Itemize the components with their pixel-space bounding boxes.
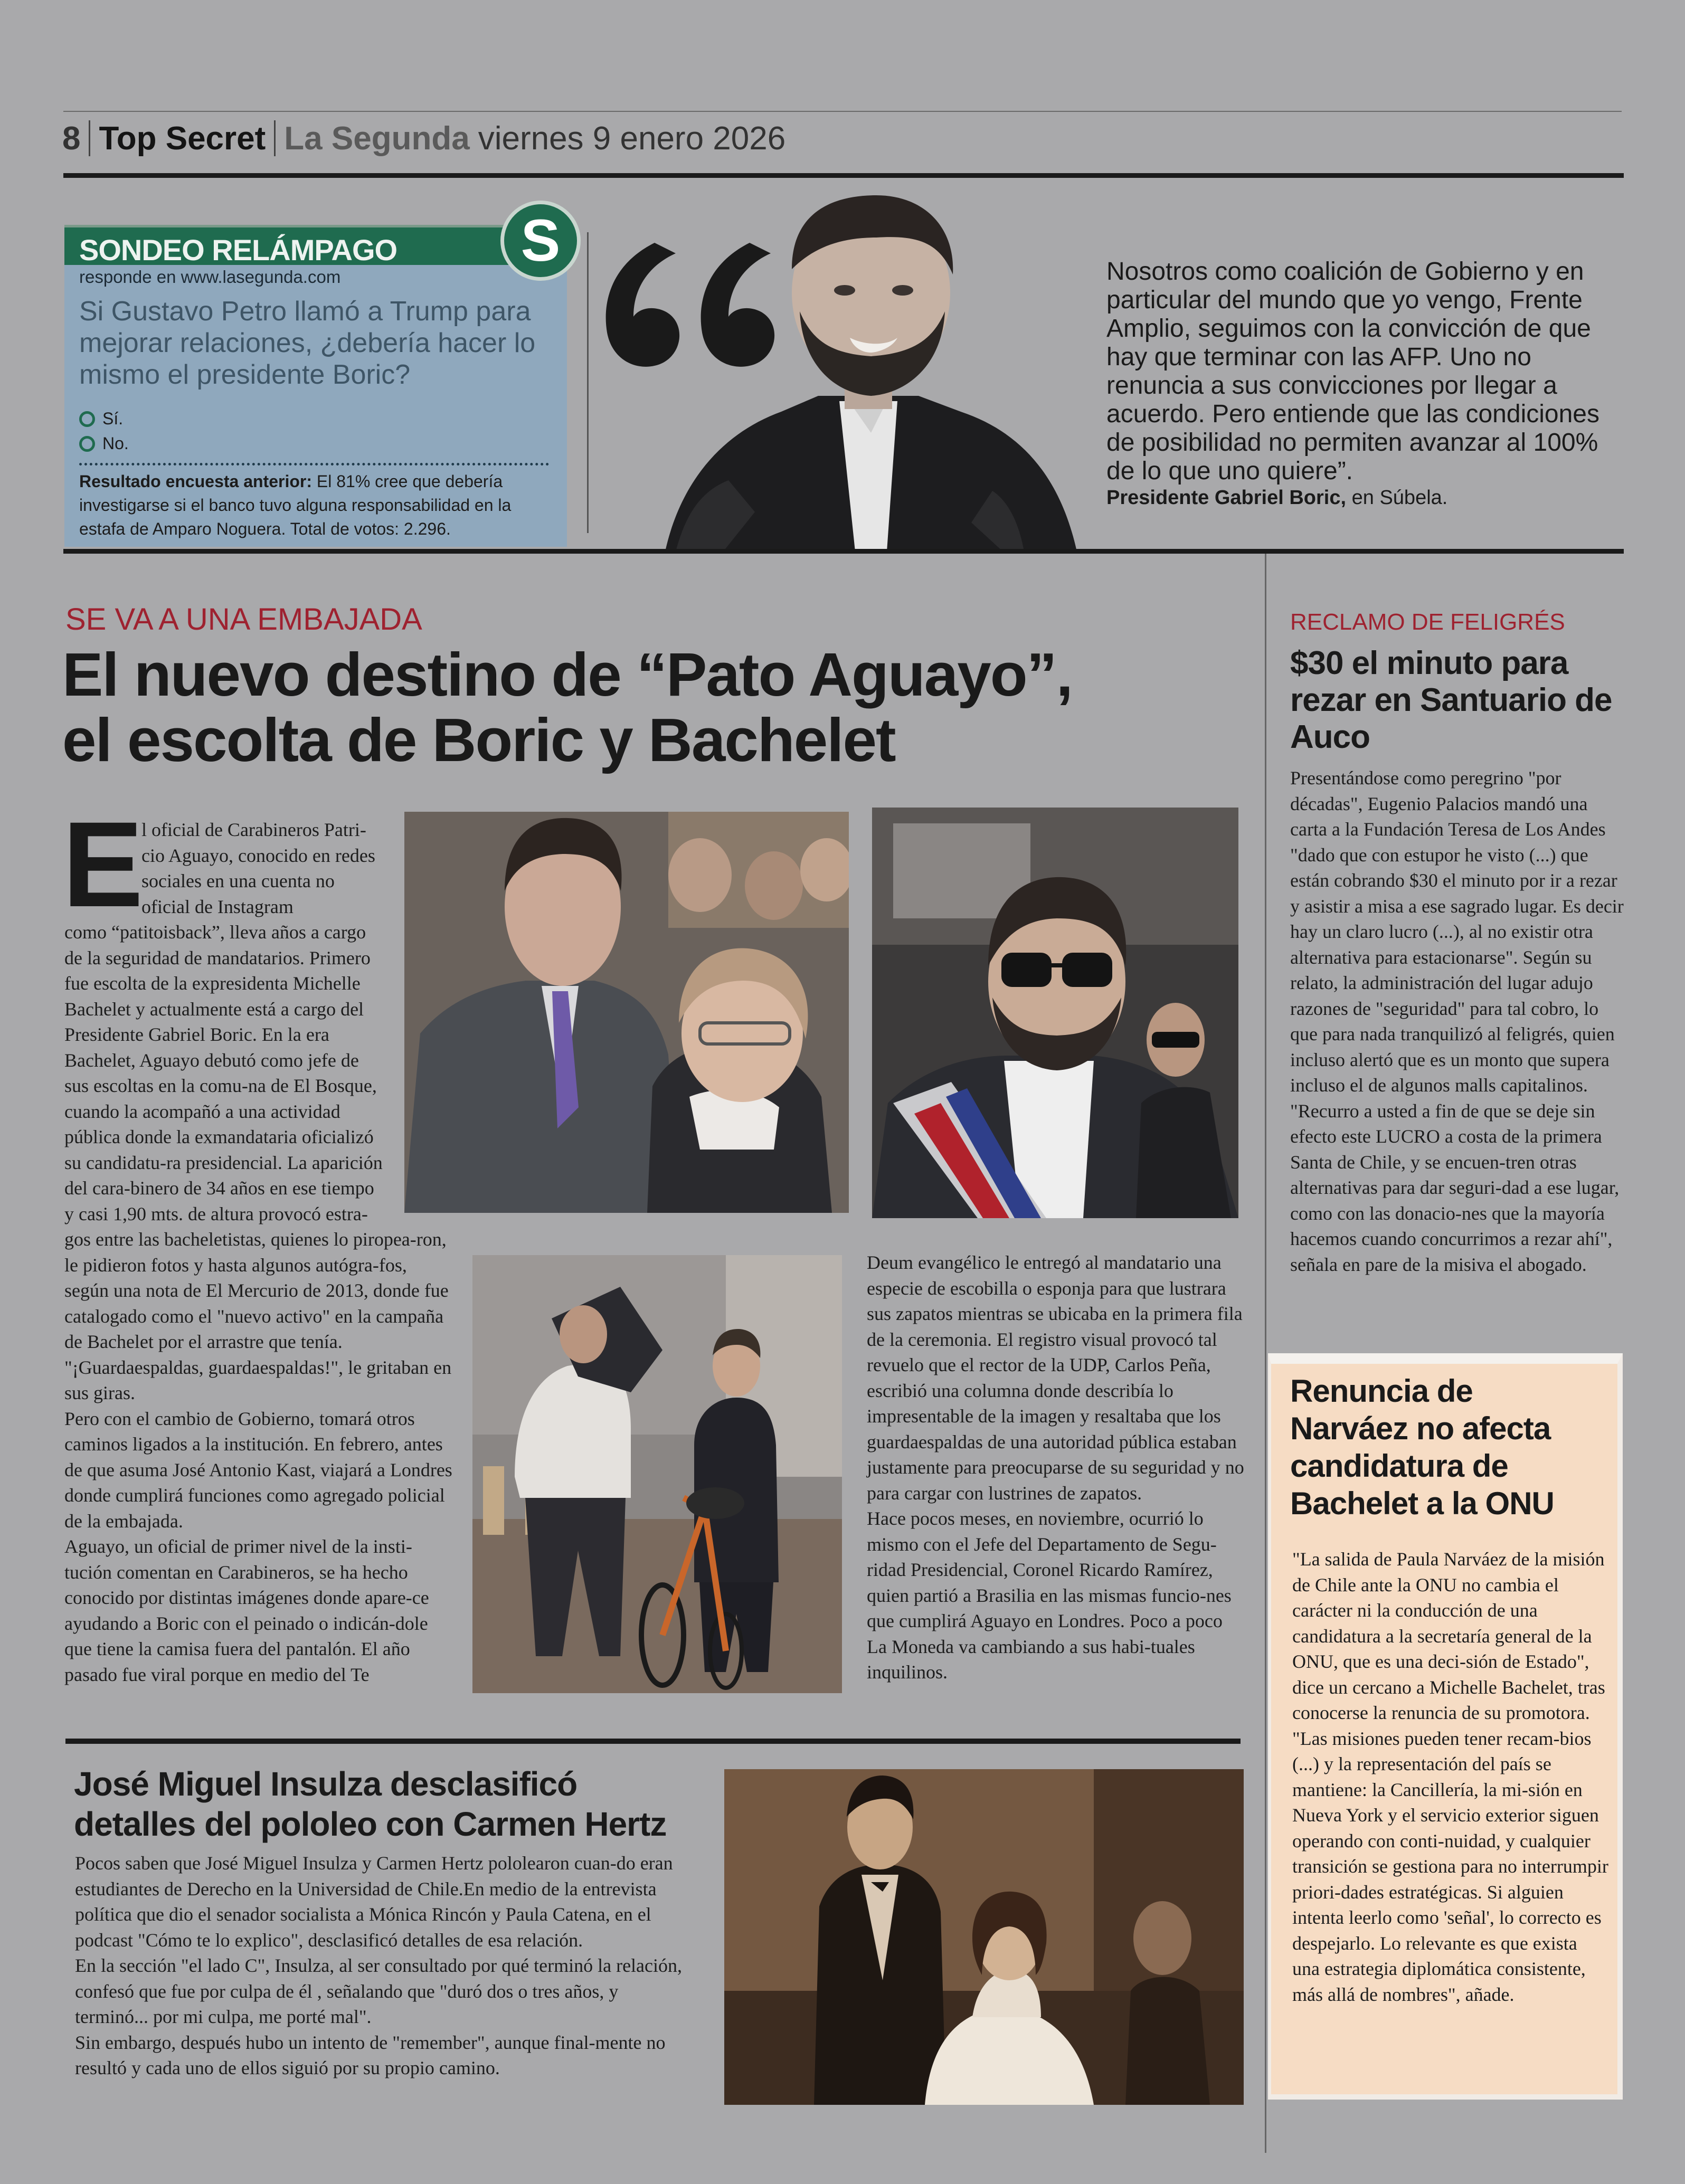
paragraph: Hace pocos meses, en noviembre, ocurrió lo mismo con el Jefe del Departamento de Segu-ridad Presidencial, Coronel Ricardo Ramírez, quien partió a Brasilia en las mismas funcio-nes que cumplirá Aguayo en Londres. Poco a poco La Moneda va cambiando a sus habi-tuales inquilinos.: [867, 1508, 1232, 1683]
header-bottom-rule: [63, 173, 1624, 178]
sidebar-article-kicker: RECLAMO DE FELIGRÉS: [1290, 609, 1565, 635]
insulza-hertz-vintage-photo: [724, 1769, 1244, 2105]
page-header: [62, 117, 785, 159]
poll-dotted-divider: [79, 463, 549, 466]
paragraph: "Recurro a usted a fin de que se deje sin efecto este LUCRO a costa de la primera Santa de Chile, y se encuen-tren otras alternativas para dar seguri-dad a ese lugar, como con las donacio-nes que la mayoría hacemos cuando concurrimos a rezar ahí", señala en pare de la misiva el abogado.: [1290, 1100, 1620, 1275]
paragraph: En la sección "el lado C", Insulza, al ser consultado por qué terminó la relación, confesó que fue por culpa de él , señalando que "duró dos o tres años, y terminó... por mi culpa, me porté mal".: [75, 1955, 683, 2027]
poll-respond-at[interactable]: responde en www.lasegunda.com: [79, 267, 341, 287]
paragraph: Sin embargo, después hubo un intento de "remember", aunque final-mente no resultó y cada uno de ellos siguió por su propio camino.: [75, 2031, 666, 2078]
poll-previous-text: El 81% cree que debería investigarse si el banco tuvo alguna responsabilidad en la estafa de Amparo Noguera. Total de votos: 2.296.: [79, 472, 512, 538]
column-divider: [587, 232, 589, 533]
paragraph: Pocos saben que José Miguel Insulza y Carmen Hertz pololearon cuan-do eran estudiantes de Derecho en la Universidad de Chile.En medio de la entrevista política que dio el senador socialista a Mónica Rincón y Paula Catena, en el podcast "Cómo te lo explico", desclasificó detalles de esa relación.: [75, 1853, 673, 1951]
poll-option-label: No.: [102, 434, 129, 453]
paragraph: Pero con el cambio de Gobierno, tomará otros caminos ligados a la institución. En febrero, antes de que asuma José Antonio Kast, viajará a Londres donde cumplirá funciones como agregado policial de la embajada.: [64, 1408, 452, 1532]
bottom-article-body: [75, 1850, 687, 2081]
aguayo-bicycle-photo: [472, 1255, 842, 1693]
main-article-col3: [867, 1250, 1247, 1685]
poll-question: Si Gustavo Petro llamó a Trump para mejorar relaciones, ¿debería hacer lo mismo el presidente Boric?: [79, 296, 536, 390]
issue-date: viernes 9 enero 2026: [478, 120, 786, 157]
main-article-col1-wide: [64, 1227, 455, 1687]
poll-previous-label: Resultado encuesta anterior:: [79, 472, 312, 491]
radio-icon: [79, 411, 95, 427]
poll-title: SONDEO RELÁMPAGO: [79, 233, 397, 267]
poll-previous-result: [79, 470, 549, 541]
poll-badge-letter: S: [520, 207, 561, 273]
sidebar-article-headline: $30 el minuto para rezar en Santuario de Auco: [1290, 645, 1612, 755]
poll-title-bar: [64, 225, 523, 265]
quote-attribution: [1106, 487, 1447, 509]
bottom-article-headline: [74, 1764, 666, 1844]
quote-bottom-rule: [63, 549, 1624, 554]
quote-author: Presidente Gabriel Boric,: [1106, 487, 1347, 509]
drop-cap: E: [62, 796, 144, 932]
paragraph: Aguayo, un oficial de primer nivel de la insti-tución comentan en Carabineros, se ha hecho conocido por distintas imágenes donde apare-ce ayudando a Boric con el peinado o indicán-dole que tiene la camisa fuera del pantalón. El año pasado fue viral porque en medio del Te: [64, 1536, 429, 1685]
paragraph: "La salida de Paula Narváez de la misión de Chile ante la ONU no cambia el carácter ni la conducción de una candidatura a la secretaría general de la ONU, que es una deci-sión de Estado", dice un cercano a Michelle Bachelet, tras conocerse la renuncia de su promotora.: [1292, 1549, 1605, 1723]
section-name: Top Secret: [99, 120, 266, 157]
headline-line: José Miguel Insulza desclasificó: [74, 1765, 578, 1803]
main-article-col1: como “patitoisback”, lleva años a cargo de la seguridad de mandatarios. Primero fue escolta de la expresidenta Michelle Bachelet y actualmente está a cargo del Presidente Gabriel Boric. En la era Bachelet, Aguayo debutó como jefe de sus escoltas en la comu-na de El Bosque, cuando la acompañó a una actividad pública donde la exmandataria oficializó su candidatu-ra presidencial. La aparición del cara-binero de 34 años en ese tiempo y casi 1,90 mts. de altura provocó estra-: [64, 922, 383, 1224]
headline-line: El nuevo destino de “Pato Aguayo”,: [62, 640, 1072, 709]
main-article-kicker: SE VA A UNA EMBAJADA: [65, 602, 422, 637]
header-divider: [274, 120, 276, 156]
sidebar-article-body: [1290, 765, 1628, 1277]
poll-option-no[interactable]: [79, 434, 129, 453]
aguayo-bachelet-photo: [404, 812, 849, 1213]
paragraph: gos entre las bacheletistas, quienes lo piropea-ron, le pidieron fotos y hasta algunos autógra-fos, según una nota de El Mercurio de 2013, donde fue catalogado como el "nuevo activo" en la campaña de Bachelet por el arrastre que tenía. "¡Guardaespaldas, guardaespaldas!", le gritaban en sus giras.: [64, 1229, 452, 1403]
narvaez-box-body: [1292, 1546, 1609, 2007]
main-article-lead: l oficial de Carabineros Patri-cio Aguayo, conocido en redes sociales en una cuenta no oficial de Instagram: [141, 819, 375, 917]
quote-source: en Súbela.: [1351, 487, 1448, 509]
page-number: 8: [62, 120, 81, 157]
paragraph: Deum evangélico le entregó al mandatario una especie de escobilla o esponja para que lustrara sus zapatos mientras se ubicaba en la primera fila de la ceremonia. El registro visual provocó tal revuelo que el rector de la UDP, Carlos Peña, escribió una columna donde describía lo impresentable de la imagen y resaltaba que los guardaespaldas de una autoridad pública estaban justamente para preocuparse de su seguridad y no para cargar con lustrines de zapatos.: [867, 1252, 1244, 1504]
header-top-rule: [63, 111, 1622, 112]
headline-line: el escolta de Boric y Bachelet: [62, 706, 895, 774]
paragraph: Presentándose como peregrino "por décadas", Eugenio Palacios mandó una carta a la Fundación Teresa de Los Andes "dado que con estupor he visto (...) que están cobrando $30 el minuto por ir a rezar y asistir a misa a ese sagrado lugar. Es decir hay un claro lucro (...), al no existir otra alternativa para estacionarse". Según su relato, la administración del lugar adujo razones de "seguridad" para tal cobro, lo que para nada tranquilizó al feligrés, quien incluso alertó que es un monto que supera incluso el de algunos malls capitalinos.: [1290, 767, 1624, 1096]
main-article-headline: [62, 642, 1072, 773]
boric-portrait-photo: [644, 185, 1093, 552]
narvaez-box-headline: Renuncia de Narváez no afecta candidatura de Bachelet a la ONU: [1290, 1373, 1554, 1521]
publication-name: La Segunda: [284, 120, 470, 157]
paragraph: "Las misiones pueden tener recam-bios (...) y la representación del país se mantiene: la Cancillería, la mi-sión en Nueva York y el servicio exterior siguen operando con conti-nuidad, y cualquier transición se gestiona para no interrumpir priori-dades estratégicas. Si alguien intenta leerlo como 'señal', lo correcto es despejarlo. Lo relevante es que exista una estrategia diplomática consistente, más allá de nombres", añade.: [1292, 1727, 1608, 2005]
boric-car-selfie-photo: [872, 808, 1238, 1218]
bottom-article-rule: [65, 1739, 1241, 1744]
sidebar-vertical-rule: [1265, 554, 1266, 2153]
poll-option-label: Sí.: [102, 409, 124, 428]
quote-text: Nosotros como coalición de Gobierno y en particular del mundo que yo vengo, Frente Amplio, seguimos con la convicción de que hay que terminar con las AFP. Uno no renuncia a sus convicciones por llegar a acuerdo. Pero entiende que las condiciones de posibilidad no permiten avanzar al 100% de lo que uno quiere”.: [1106, 258, 1599, 485]
header-divider: [89, 120, 90, 156]
headline-line: detalles del pololeo con Carmen Hertz: [74, 1805, 667, 1843]
poll-option-yes[interactable]: [79, 409, 123, 429]
poll-badge: [500, 201, 581, 281]
radio-icon: [79, 436, 95, 452]
